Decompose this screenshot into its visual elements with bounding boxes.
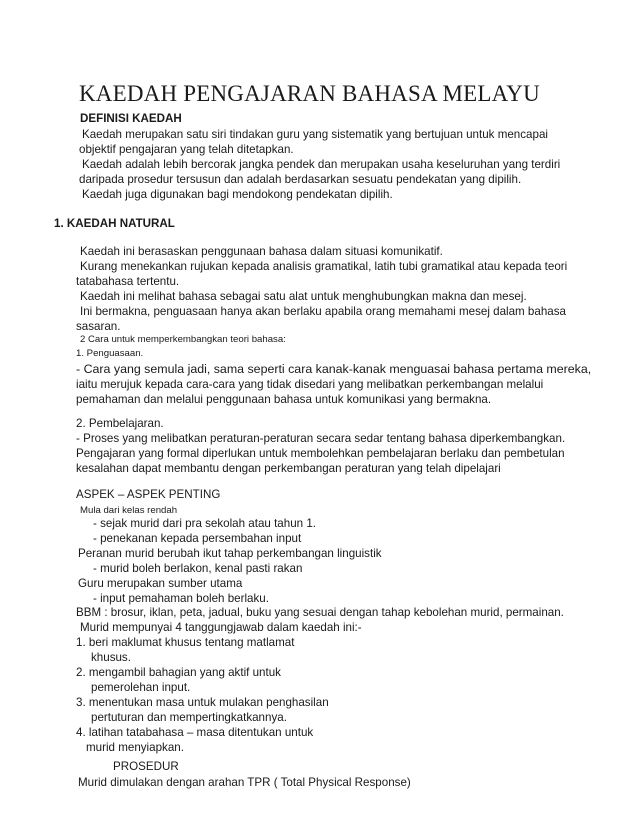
aspek-line: - input pemahaman boleh berlaku.: [93, 592, 269, 605]
section-line: Kaedah ini melihat bahasa sebagai satu alat untuk menghubungkan makna dan mesej.: [80, 290, 527, 303]
definisi-heading: DEFINISI KAEDAH: [80, 112, 182, 125]
aspek-line: - murid boleh berlakon, kenal pasti rakan: [93, 562, 303, 575]
aspek-line: pemerolehan input.: [91, 681, 191, 694]
aspek-heading: ASPEK – ASPEK PENTING: [76, 488, 221, 501]
definisi-line: daripada prosedur tersusun dan adalah berdasarkan sesuatu pendekatan yang dipilih.: [79, 173, 522, 186]
aspek-line: Mula dari kelas rendah: [80, 505, 178, 516]
aspek-line: murid menyiapkan.: [86, 741, 184, 754]
aspek-line: khusus.: [91, 651, 131, 664]
definisi-line: Kaedah juga digunakan bagi mendokong pendekatan dipilih.: [82, 188, 393, 201]
pembelajaran-line: kesalahan dapat membantu dengan perkembangan peraturan yang telah dipelajari: [76, 462, 501, 475]
pembelajaran-label: 2. Pembelajaran.: [76, 417, 164, 430]
aspek-line: Guru merupakan sumber utama: [78, 577, 243, 590]
aspek-line: Peranan murid berubah ikut tahap perkembangan linguistik: [78, 547, 382, 560]
aspek-line: 3. menentukan masa untuk mulakan penghasilan: [76, 696, 329, 709]
section-line: sasaran.: [76, 320, 121, 333]
cara-heading: 2 Cara untuk memperkembangkan teori bahasa:: [80, 334, 286, 345]
penguasaan-label: 1. Penguasaan.: [76, 348, 144, 359]
aspek-line: 2. mengambil bahagian yang aktif untuk: [76, 666, 281, 679]
section-line: tatabahasa tertentu.: [76, 275, 180, 288]
penguasaan-line: pemahaman dan melalui penggunaan bahasa untuk komunikasi yang bermakna.: [76, 393, 492, 406]
section-line: Kaedah ini berasaskan penggunaan bahasa dalam situasi komunikatif.: [80, 245, 443, 258]
document-title: KAEDAH PENGAJARAN BAHASA MELAYU: [79, 81, 540, 106]
section-line: Ini bermakna, penguasaan hanya akan berlaku apabila orang memahami mesej dalam bahasa: [80, 305, 566, 318]
prosedur-line: Murid dimulakan dengan arahan TPR ( Total Physical Response): [78, 776, 411, 789]
aspek-line: - sejak murid dari pra sekolah atau tahun 1.: [93, 517, 316, 530]
definisi-line: objektif pengajaran yang telah ditetapkan.: [79, 143, 294, 156]
aspek-line: - penekanan kepada persembahan input: [93, 532, 302, 545]
definisi-line: Kaedah adalah lebih bercorak jangka pendek dan merupakan usaha keseluruhan yang terdiri: [82, 158, 561, 171]
penguasaan-line: - Cara yang semula jadi, sama seperti cara kanak-kanak menguasai bahasa pertama mereka,: [76, 362, 592, 376]
section-line: Kurang menekankan rujukan kepada analisis gramatikal, latih tubi gramatikal atau kepada teori: [80, 260, 568, 273]
aspek-line: 4. latihan tatabahasa – masa ditentukan untuk: [76, 726, 314, 739]
prosedur-heading: PROSEDUR: [113, 760, 179, 773]
aspek-line: Murid mempunyai 4 tanggungjawab dalam kaedah ini:-: [80, 621, 362, 634]
section-heading: 1. KAEDAH NATURAL: [54, 217, 175, 230]
pembelajaran-line: Pengajaran yang formal diperlukan untuk membolehkan pembelajaran berlaku dan pembetulan: [76, 447, 565, 460]
definisi-line: Kaedah merupakan satu siri tindakan guru yang sistematik yang bertujuan untuk mencapai: [82, 128, 548, 141]
aspek-line: pertuturan dan mempertingkatkannya.: [91, 711, 287, 724]
pembelajaran-line: - Proses yang melibatkan peraturan-peraturan secara sedar tentang bahasa diperkembangkan.: [76, 432, 566, 445]
aspek-line: BBM : brosur, iklan, peta, jadual, buku yang sesuai dengan tahap kebolehan murid, permainan.: [76, 606, 564, 619]
aspek-line: 1. beri maklumat khusus tentang matlamat: [76, 636, 295, 649]
penguasaan-line: iaitu merujuk kepada cara-cara yang tidak disedari yang melibatkan perkembangan melalui: [76, 378, 544, 391]
